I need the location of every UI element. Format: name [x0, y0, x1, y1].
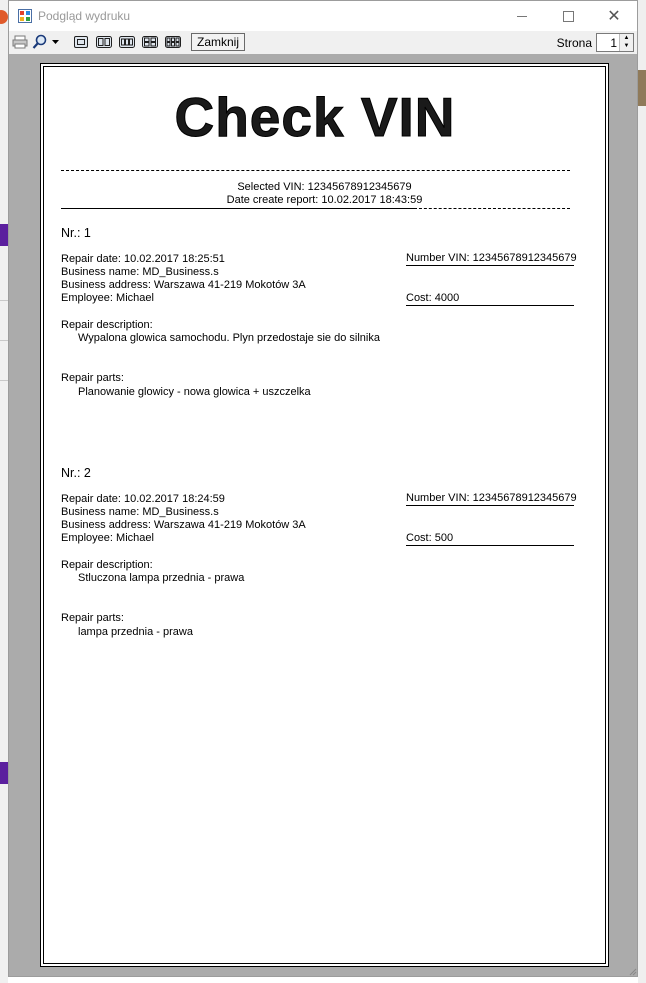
repair-parts-label: Repair parts: [61, 612, 124, 624]
number-vin: Number VIN: 12345678912345679 [406, 252, 577, 264]
preview-area[interactable] [9, 54, 637, 976]
selected-vin: Selected VIN: 12345678912345679 [237, 181, 412, 193]
business-name: Business name: MD_Business.s [61, 266, 219, 278]
app-window-icon [18, 9, 32, 23]
employee: Employee: Michael [61, 292, 154, 304]
four-pages-button[interactable] [141, 33, 159, 51]
stepper-arrows [619, 34, 633, 51]
printer-icon [12, 35, 28, 49]
header-underline-end [414, 208, 570, 209]
repair-parts-label: Repair parts: [61, 372, 124, 384]
repair-parts: Planowanie glowicy - nowa glowica + uszczelka [78, 386, 311, 398]
page-label: Strona [556, 36, 592, 50]
repair-date: Repair date: 10.02.2017 18:25:51 [61, 253, 225, 265]
business-name: Business name: MD_Business.s [61, 506, 219, 518]
background-purple-bar [0, 762, 8, 784]
close-icon: ✕ [607, 8, 621, 25]
report-page [40, 63, 609, 967]
six-pages-icon [165, 36, 181, 48]
one-page-icon [74, 36, 88, 48]
minimize-icon [517, 16, 527, 17]
page-number-stepper[interactable] [596, 33, 634, 52]
background-divider [0, 380, 8, 381]
repair-description: Wypalona glowica samochodu. Plyn przedostaje sie do silnika [78, 332, 380, 344]
close-preview-button[interactable]: Zamknij [191, 33, 245, 51]
chevron-down-icon[interactable]: ▼ [623, 43, 630, 49]
header-solid-line [61, 208, 414, 209]
repair-parts: lampa przednia - prawa [78, 626, 193, 638]
background-purple-bar [0, 224, 8, 246]
zoom-button[interactable] [31, 33, 49, 51]
business-address: Business address: Warszawa 41-219 Mokotów 3A [61, 279, 306, 291]
three-pages-icon [119, 36, 135, 48]
background-close-icon [0, 10, 8, 24]
background-application-right [638, 0, 646, 983]
repair-description-label: Repair description: [61, 319, 153, 331]
report-date: Date create report: 10.02.2017 18:43:59 [226, 194, 423, 206]
cost: Cost: 500 [406, 532, 574, 546]
employee: Employee: Michael [61, 532, 154, 544]
entry-number: Nr.: 2 [61, 466, 91, 480]
zoom-dropdown[interactable] [50, 33, 60, 51]
toolbar [9, 31, 637, 54]
svg-text:Check VIN: Check VIN [174, 92, 456, 142]
background-divider [0, 300, 8, 301]
three-pages-button[interactable] [118, 33, 136, 51]
number-vin: Number VIN: 12345678912345679 [406, 492, 577, 504]
maximize-button[interactable] [545, 1, 591, 31]
business-address: Business address: Warszawa 41-219 Mokotów 3A [61, 519, 306, 531]
chevron-down-icon [52, 40, 59, 44]
background-divider [0, 340, 8, 341]
header-dashed-line [61, 170, 570, 171]
page-border [43, 66, 606, 964]
close-window-button[interactable] [591, 1, 637, 31]
title-bar[interactable] [9, 1, 637, 31]
entry-number: Nr.: 1 [61, 226, 91, 240]
resize-grip-icon[interactable] [627, 966, 637, 976]
cost: Cost: 4000 [406, 292, 574, 306]
print-button[interactable] [11, 33, 29, 51]
two-pages-button[interactable] [95, 33, 113, 51]
checkvin-logo [100, 92, 530, 142]
print-preview-window [8, 0, 638, 977]
two-pages-icon [96, 36, 112, 48]
repair-description-label: Repair description: [61, 559, 153, 571]
background-application [0, 0, 8, 983]
maximize-icon [563, 11, 574, 22]
six-pages-button[interactable] [164, 33, 182, 51]
repair-description: Stluczona lampa przednia - prawa [78, 572, 245, 584]
one-page-button[interactable] [72, 33, 90, 51]
magnifier-icon [32, 34, 48, 50]
minimize-button[interactable] [499, 1, 545, 31]
chevron-up-icon[interactable]: ▲ [623, 35, 630, 41]
four-pages-icon [142, 36, 158, 48]
window-title: Podgląd wydruku [38, 9, 131, 23]
background-image [638, 70, 646, 106]
page-number-value[interactable]: 1 [610, 36, 617, 50]
repair-date: Repair date: 10.02.2017 18:24:59 [61, 493, 225, 505]
